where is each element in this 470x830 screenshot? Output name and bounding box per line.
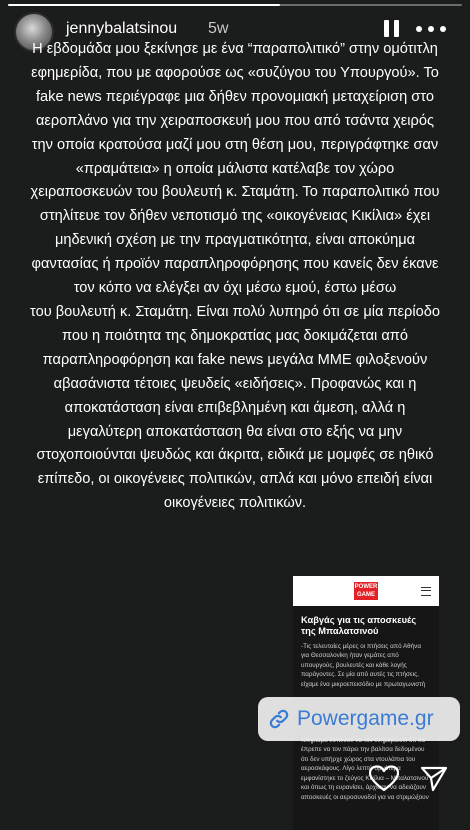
caption-line: παραπληροφόρηση και fake news μεγάλα ΜΜΕ φιλοξενούν: [42, 351, 428, 368]
link-sticker-label: Powergame.gr: [297, 707, 434, 730]
caption-line: αεροπλάνο για την χειραποσκευή μου που από τσάντα χειρός: [35, 112, 434, 129]
article-body-line: αποσκευές οι αεροσυνοδοί για να στριμώξουν: [301, 793, 429, 801]
caption-line: που η ποιότητα της δημοκρατίας μας δοκιμάζεται από: [62, 327, 408, 344]
story-progress-bar: [8, 4, 462, 6]
article-body-line: υπουργούς, βουλευτές και κάθε λογής: [301, 661, 407, 669]
post-time: 5w: [208, 20, 229, 37]
caption-line: χειραποσκευών του βουλευτή κ. Σταμάτη. Το παραπολιτικό που: [30, 184, 440, 201]
article-body-line: και όπως τη ευρανίσει, άρχισαν να αδειάζουν: [301, 784, 426, 792]
article-body-line: είχαμε ένα μικροεπεισόδιο με πρωταγωνιστή: [301, 680, 426, 688]
link-icon: [268, 708, 290, 730]
caption-line: fake news περιέγραφε μια δήθεν προνομιακή μεταχείριση στο: [36, 88, 434, 105]
username[interactable]: jennybalatsinou: [66, 20, 178, 37]
heart-icon[interactable]: [369, 765, 399, 793]
article-header-bar: [293, 576, 439, 606]
pause-icon[interactable]: [382, 18, 402, 40]
article-title: Καβγάς για τις αποσκευές της Μπαλατσινού: [301, 615, 417, 636]
caption-line: στηλίτευε τον δήθεν νεποτισμό της «οικογένειας Κικίλια» έχει: [39, 208, 431, 225]
powergame-logo: POWER GAME: [354, 584, 378, 598]
caption-line: αποκατάσταση είναι επιβεβλημένη και άμεση, αλλά η: [64, 399, 406, 416]
caption-line: τον κόπο να ελέγξει αν όχι μέσω εμού, έστω μέσω: [73, 280, 397, 297]
caption-line: εφημερίδα, που με αφορούσε ως «συζύγου του Υπουργού». Το: [31, 64, 439, 81]
caption-line: μεγαλύτερη αποκατάσταση θα είναι στο εξής να μην: [67, 423, 403, 440]
caption-line: στοχοποιούνται ψευδώς και άκριτα, ειδικά με μομφές σε ηθικό: [36, 447, 434, 464]
caption-line: οικογένειες πολιτικών.: [163, 495, 307, 512]
article-body-line: αεροσκάφους. Λίγο λεπτά αργότερα: [301, 765, 401, 773]
caption-line: Η εβδομάδα μου ξεκίνησε με ένα “παραπολιτικό” στην ομότιτλη: [32, 41, 438, 57]
story-caption-text: [22, 38, 448, 516]
article-body-line: παράγοντες. Σε μία από αυτές τις πτήσεις,: [301, 671, 419, 679]
story-progress-fill: [8, 4, 280, 6]
caption-line: την οποία κρατούσα μαζί μου στη θέση μου, περιγράφτηκε σαν: [31, 136, 439, 153]
more-options-icon[interactable]: [416, 18, 446, 40]
article-body-line: εμφανίστηκε το ζεύγος Κικίλια – Μπαλατσινού: [301, 774, 429, 782]
article-body-line: για Θεσσαλονίκη ήταν γεμάτες από: [301, 652, 399, 660]
article-body-line: ότι δεν υπήρχε χώρος στα ντουλάπια του: [301, 755, 416, 763]
caption-line: αβασάνιστα τέτοιες ψευδείς «ειδήσεις». Προφανώς και η: [53, 375, 417, 392]
caption-line: του βουλευτή κ. Σταμάτη. Είναι πολύ λυπηρό ότι σε μία περίοδο: [30, 303, 440, 320]
caption-line: φαντασίας ή προϊόν παραπληροφόρησης που κανείς δεν έκανε: [31, 256, 439, 273]
send-icon[interactable]: [420, 765, 448, 793]
caption-line: μηδενική σχέση με την πραγματικότητα, είναι αποκύημα: [54, 232, 416, 249]
article-body-line: έπρεπε να τον πάρει την βαλίτσα δεδομένου: [301, 746, 425, 754]
menu-icon: [421, 587, 431, 596]
link-sticker[interactable]: [258, 697, 460, 741]
article-body-line: -Τις τελευταίες μέρες οι πτήσεις από Αθήνα: [301, 643, 421, 650]
caption-line: επίπεδο, οι οικογένειες πολιτικών, απλά και μόνο επειδή είναι: [37, 471, 433, 488]
caption-line: «πραμάτεια» η οποία μάλιστα κατέλαβε τον χώρο: [75, 160, 395, 177]
